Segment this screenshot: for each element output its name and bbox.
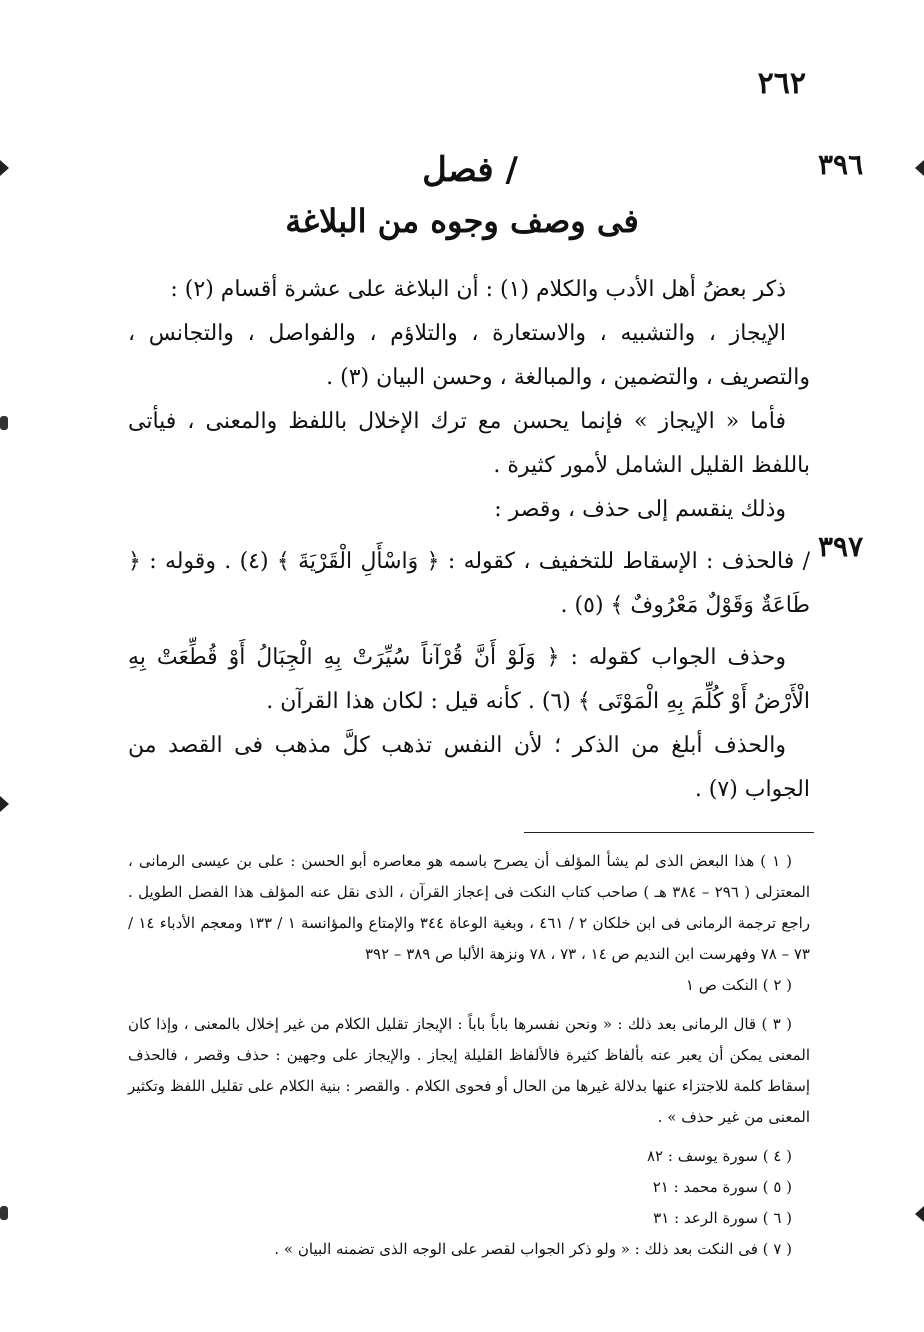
section-subtitle: فى وصف وجوه من البلاغة — [285, 202, 639, 240]
footnote-separator — [524, 832, 814, 833]
footnote: ( ٥ ) سورة محمد : ٢١ — [652, 1178, 792, 1196]
footnote: ( ٤ ) سورة يوسف : ٨٢ — [647, 1147, 792, 1165]
margin-number: ٣٩٦ — [818, 148, 864, 181]
main-text — [128, 268, 810, 812]
footnote: ( ٣ ) قال الرمانى بعد ذلك : « ونحن نفسرها باباً باباً : الإيجاز تقليل الكلام من غير إخلال بالمعنى ، وإذا كان المعنى يمكن أن يعبر عنه بألفاظ كثيرة فالألفاظ القليلة إيجاز . والإيجاز على وجهين : حذف وقصر ، فالحذف إسقاط كلمة للاجتزاء عنها بدلالة غيرها من الحال أو فحوى الكلام . والقصر : بنية الكلام على تقليل اللفظ وتكثير المعنى من غير حذف » . — [128, 1015, 810, 1126]
scan-edge-mark — [0, 160, 9, 176]
margin-number: ٣٩٧ — [818, 530, 864, 563]
footnotes — [128, 846, 810, 1265]
footnote: ( ٦ ) سورة الرعد : ٣١ — [653, 1209, 792, 1227]
paragraph: / فالحذف : الإسقاط للتخفيف ، كقوله : ﴿ وَاسْأَلِ الْقَرْيَةَ ﴾ (٤) . وقوله : ﴿ طَاعَةٌ وَقَوْلٌ مَعْرُوفٌ ﴾ (٥) . — [128, 549, 810, 618]
scan-edge-mark — [915, 1206, 924, 1222]
scan-edge-mark — [0, 416, 8, 430]
paragraph: وحذف الجواب كقوله : ﴿ وَلَوْ أَنَّ قُرْآناً سُيِّرَتْ بِهِ الْجِبَالُ أَوْ قُطِّعَتْ بِهِ الْأَرْضُ أَوْ كُلِّمَ بِهِ الْمَوْتَى ﴾ (٦) . كأنه قيل : لكان هذا القرآن . — [128, 645, 810, 714]
paragraph: فأما « الإيجاز » فإنما يحسن مع ترك الإخلال باللفظ والمعنى ، فيأتى باللفظ القليل الشامل لأمور كثيرة . — [128, 409, 810, 478]
paragraph: والحذف أبلغ من الذكر ؛ لأن النفس تذهب كلَّ مذهب فى القصد من الجواب (٧) . — [128, 733, 810, 802]
section-title: / فصل — [422, 150, 518, 190]
paragraph: وذلك ينقسم إلى حذف ، وقصر : — [494, 497, 786, 522]
footnote: ( ٢ ) النكت ص ١ — [685, 976, 792, 994]
scan-edge-mark — [0, 1206, 8, 1220]
footnote: ( ١ ) هذا البعض الذى لم يشأ المؤلف أن يصرح باسمه هو معاصره أبو الحسن : على بن عيسى الرمانى ، المعتزلى ( ٢٩٦ – ٣٨٤ هـ ) صاحب كتاب النكت فى إعجاز القرآن ، الذى نقل عنه المؤلف هذا الفصل الطويل . راجع ترجمة الرمانى فى ابن خلكان ٢ / ٤٦١ ، وبغية الوعاة ٣٤٤ والإمتاع والمؤانسة ١ / ١٣٣ ومعجم الأدباء ١٤ / ٧٣ – ٧٨ وفهرست ابن النديم ص ١٤ ، ٧٣ ، ٧٨ ونزهة الألبا ص ٣٨٩ – ٣٩٢ — [128, 852, 811, 963]
scan-edge-mark — [0, 796, 9, 812]
paragraph: ذكر بعضُ أهل الأدب والكلام (١) : أن البلاغة على عشرة أقسام (٢) : — [170, 277, 786, 302]
page-number: ٢٦٢ — [757, 66, 806, 101]
scan-edge-mark — [915, 160, 924, 176]
footnote: ( ٧ ) فى النكت بعد ذلك : « ولو ذكر الجواب لقصر على الوجه الذى تضمنه البيان » . — [274, 1240, 792, 1258]
paragraph: الإيجاز ، والتشبيه ، والاستعارة ، والتلاؤم ، والفواصل ، والتجانس ، والتصريف ، والتضمين ، والمبالغة ، وحسن البيان (٣) . — [128, 321, 810, 390]
